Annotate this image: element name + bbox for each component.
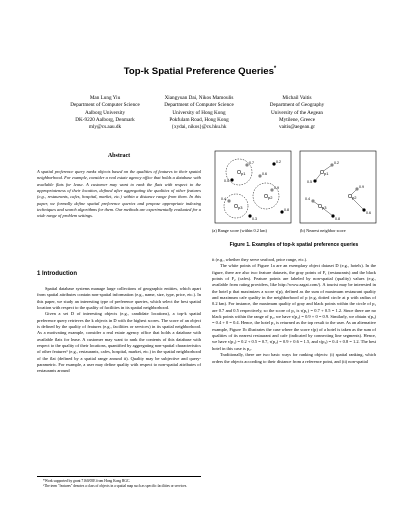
footnotes [37, 476, 201, 489]
right-column-text [212, 257, 376, 365]
quality-label: 0.6 [366, 211, 371, 215]
intro-text [37, 286, 201, 375]
paragraph: The white points of Figure 1a are an exemplary object dataset D (e.g., hotels). In the figure, there are also two feature datasets, the gray points of F₁ (restaurants) and the black points of F₂ (cafes). Feature points are labeled by non-spatial (quality) values (e.g., available from rating providers, like http://www.zagat.com/). A tourist may be interested in the hotel p that maximizes a score τ(p), defined as the sum of maximum restaurant quality and maximum cafe quality in the neighborhood of p (e.g, dotted circle at p with radius of 0.2 km). For instance, the maximum quality of gray and black points within the circle of p₁ are 0.7 and 0.5 respectively, so the score of p₁ is τ(p₁) = 0.7 + 0.5 = 1.2. Since there are no black points within the range of p₂, we have τ(p₂) = 0.9 + 0 = 0.9. Similarly, we obtain τ(p₃) = 0.4 + 0 = 0.4. Hence, the hotel p₁ is returned as the top result to the user. As an alternative example, Figure 1b illustrates the case where the score τ(p) of a hotel is taken as the sum of qualities of its nearest restaurant and cafe (indicated by connecting line segments). Hence, we have τ(p₁) = 0.2 + 0.5 = 0.7, τ(p₂) = 0.9 + 0.6 = 1.5, and τ(p₃) = 0.4 + 0.8 = 1.2. The best hotel in this case is p₂. [212, 263, 376, 351]
feature-point-f2 [313, 179, 316, 182]
quality-label: 0.9 [274, 186, 279, 190]
author-dept: Department of Computer Science [70, 102, 140, 109]
author-email: mly@cs.aau.dk [88, 124, 122, 131]
footnote: ¹The term "features" denotes a class of objects in a spatial map such as specific facilities or services. [43, 484, 188, 488]
paragraph: it (e.g., whether they serve seafood, price range, etc.). [212, 257, 308, 262]
author-name: Man Lung Yiu [89, 95, 121, 101]
point-label: p1 [241, 171, 246, 176]
paper-title: Top-k Spatial Preference Queries* [123, 66, 277, 78]
point-label: p3 [238, 205, 243, 210]
quality-label: 0.5 [224, 179, 229, 183]
point-label: p3 [322, 205, 327, 210]
abstract-heading: Abstract [107, 153, 131, 159]
subcaption-b: (b) Nearest neighbor score [300, 228, 346, 233]
author-dept: Department of Computer Science [164, 102, 234, 109]
quality-label: 0.5 [307, 180, 312, 184]
figure-1a [215, 151, 291, 223]
point-label: p2 [268, 195, 273, 200]
quality-label: 0.8 [284, 208, 289, 212]
quality-label: 0.4 [221, 197, 226, 201]
author-email: vaitis@aegean.gr [278, 124, 316, 131]
author-name: Michail Vaitis [282, 95, 312, 101]
quality-label: 0.6 [262, 172, 267, 176]
footnote: *Work supported by grant 7160/05E from Hong Kong RGC. [43, 479, 131, 483]
quality-label: 0.9 [359, 185, 364, 189]
author-dept: Department of Geography [269, 102, 325, 109]
figure-1b [300, 151, 376, 223]
figure-caption: Figure 1. Examples of top-k spatial preference queries [229, 242, 359, 248]
quality-label: 0.3 [252, 217, 257, 221]
figure-1-illustration [214, 150, 380, 226]
author-addr: Pokfulam Road, Hong Kong [169, 116, 229, 123]
title-footnote-mark: * [273, 66, 277, 72]
author-email: {xydai, nikos}@cs.hku.hk [171, 124, 227, 131]
quality-label: 0.8 [335, 217, 340, 221]
quality-label: 0.7 [249, 161, 254, 165]
quality-label: 0.4 [305, 197, 310, 201]
quality-label: 0.2 [276, 160, 281, 164]
author-org: Aalborg University [84, 109, 126, 116]
author-org: University of the Aegean [270, 109, 323, 116]
point-label: p2 [352, 195, 357, 200]
feature-point-f2 [230, 178, 233, 181]
author-org: University of Hong Kong [172, 109, 226, 116]
paragraph: Given a set D of interesting objects (e.g., candidate locations), a top-k spatial preference query retrieves the k objects in D with the highest scores. The score of an object is defined by the quality of features (e.g., facilities or services) in its spatial neighborhood. As a motivating example, consider a real estate agency office that holds a database with available flats for lease. A customer may want to rank the contents of this database with respect to the quality of their locations, quantified by aggregating non-spatial characteristics of other features¹ (e.g., restaurants, cafes, hospital, market, etc.) in the spatial neighborhood of the flat (defined by a spatial range around it). Quality may be subjective and query-parametric. For example, a user may define quality with respect to non-spatial attributes of restaurants around [37, 311, 201, 374]
author-addr: DK-9220 Aalborg, Denmark [75, 116, 135, 123]
abstract-text: A spatial preference query ranks objects based on the qualities of features in their spatial neighborhood. For example, consider a real estate agency office that holds a database with available flats for lease. A customer may want to rank the flats with respect to the appropriateness of their location, defined after aggregating the qualities of other features (e.g., restaurants, cafes, hospital, market, etc.) within a distance range from them. In this paper, we formally define spatial preference queries and propose appropriate indexing techniques and search algorithms for them. Our methods are experimentally evaluated for a wide range of problem settings. [37, 169, 201, 219]
subcaption-a: (a) Range score (within 0.2 km) [212, 228, 267, 233]
feature-point-f1 [227, 199, 230, 202]
author-block-3 [232, 95, 362, 131]
figure-1 [214, 150, 380, 231]
paragraph: Traditionally, there are two basic ways for ranking objects: (i) spatial ranking, which orders the objects according to their distance from a reference point, and (ii) non-spatial [212, 352, 376, 364]
author-name: Xiangyuan Dai, Nikos Mamoulis [164, 95, 234, 101]
quality-label: 0.2 [334, 161, 339, 165]
section-heading: 1 Introduction [37, 271, 77, 277]
author-addr: Mytilene, Greece [278, 116, 315, 123]
point-label: p1 [324, 171, 329, 176]
paragraph: Spatial database systems manage large collections of geographic entities, which apart from spatial attributes contain non-spatial information (e.g., name, size, type, price, etc.). In this paper, we study an interesting type of preference queries, which select the best spatial location with respect to the quality of facilities in its spatial neighborhood. [37, 286, 201, 311]
feature-point-f1 [311, 199, 314, 202]
